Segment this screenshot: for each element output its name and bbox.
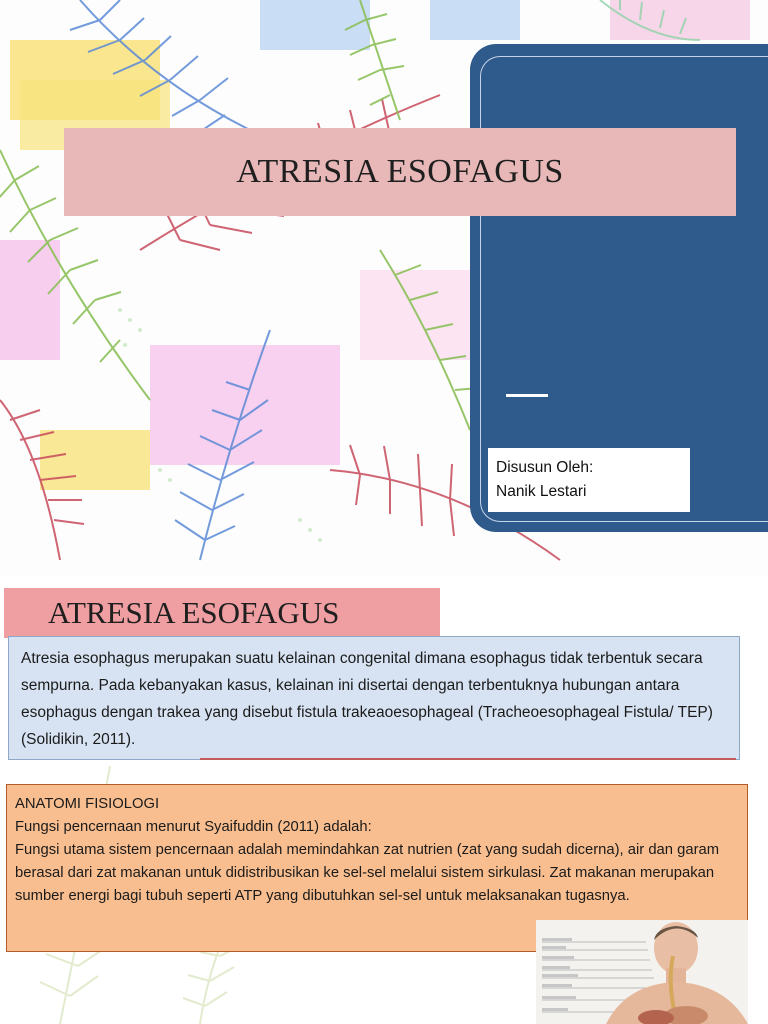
title-banner xyxy=(64,128,736,216)
definition-text: Atresia esophagus merupakan suatu kelainan congenital dimana esophagus tidak terbentuk secara sempurna. Pada kebanyakan kasus, kelainan ini disertai dengan terbentuknya hubungan antara esophagus dengan trakea yang disebut fistula trakeaoesophageal (Tracheoesophageal Fistula/ TEP) (Solidikin, 2011). xyxy=(21,650,713,748)
author-name: Nanik Lestari xyxy=(496,483,587,500)
author-label: Disusun Oleh: xyxy=(496,459,594,476)
definition-box xyxy=(8,636,740,760)
content-slide xyxy=(0,576,768,1024)
divider-line xyxy=(200,758,736,760)
anatomy-intro: Fungsi pencernaan menurut Syaifuddin (2011) adalah: xyxy=(15,819,372,835)
section-title: ATRESIA ESOFAGUS xyxy=(48,595,340,630)
slide-title: ATRESIA ESOFAGUS xyxy=(236,153,564,190)
section-title-banner xyxy=(4,588,440,638)
digestive-anatomy-illustration xyxy=(536,920,748,1024)
author-box xyxy=(488,448,690,512)
accent-dash xyxy=(506,394,548,397)
anatomy-body: Fungsi utama sistem pencernaan adalah memindahkan zat nutrien (zat yang sudah dicerna), air dan garam berasal dari zat makanan untuk didistribusikan ke sel-sel melalui sistem sirkulasi. Zat makanan merupakan sumber energi bagi tubuh seperti ATP yang dibutuhkan sel-sel untuk melaksanakan tugasnya. xyxy=(15,842,720,904)
anatomy-heading: ANATOMI FISIOLOGI xyxy=(15,796,160,812)
